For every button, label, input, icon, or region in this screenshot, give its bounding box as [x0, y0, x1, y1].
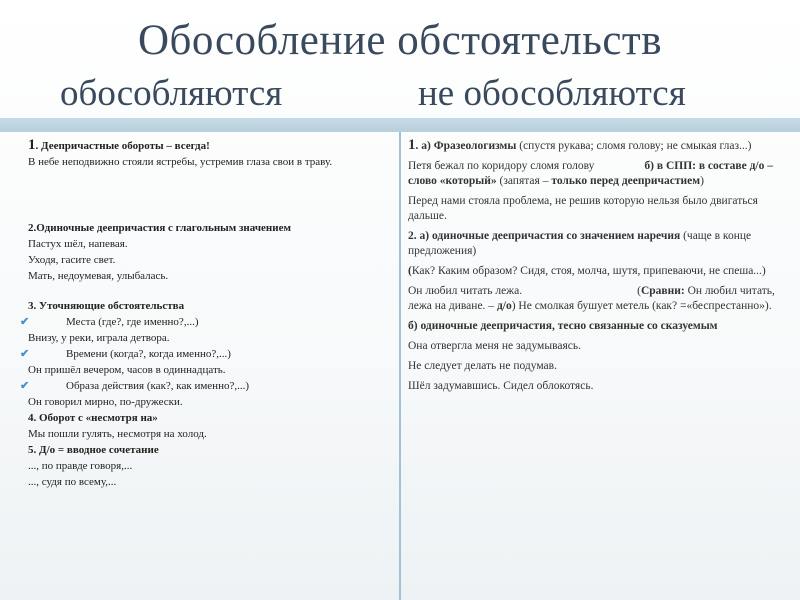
section-3-example-2: Он пришёл вечером, часов в одиннадцать. — [28, 364, 226, 376]
checkmark-icon: ✔ — [20, 348, 30, 360]
header-band — [0, 118, 800, 132]
r-section-2-heading: 2. а) одиночные деепричастия со значением наречия (чаще в конце предложения) — [408, 230, 752, 257]
checkmark-icon: ✔ — [20, 380, 30, 392]
section-1-example: В небе неподвижно стояли ястребы, устремив глаза свои в траву. — [28, 156, 333, 168]
r-section-1-heading: 1. а) Фразеологизмы (спустя рукава; сломя голову; не смыкая глаз...) — [408, 137, 752, 153]
section-2-example-2: Уходя, гасите свет. — [28, 254, 116, 266]
section-3-heading: 3. Уточняющие обстоятельства — [28, 300, 185, 312]
section-5-heading: 5. Д/о = вводное сочетание — [28, 444, 159, 456]
column-divider — [399, 132, 401, 600]
section-5-example-2: ..., судя по всему,... — [28, 476, 117, 488]
r-section-2-compare: Он любил читать лежа. (Сравни: Он любил читать, лежа на диване. – д/о) Не смолкая бушует метель (как? =«беспрестанно»). — [408, 285, 775, 312]
right-column-heading: не обособляются — [418, 73, 686, 114]
section-4-heading: 4. Оборот с «несмотря на» — [28, 412, 158, 424]
section-3-example-3: Он говорил мирно, по-дружески. — [28, 396, 183, 408]
section-1-heading: 1. Деепричастные обороты – всегда! — [28, 137, 210, 153]
section-3-item-time: ✔ Времени (когда?, когда именно?,...) — [20, 348, 231, 360]
section-2-example-3: Мать, недоумевая, улыбалась. — [28, 270, 169, 282]
section-5-example-1: ..., по правде говоря,... — [28, 460, 133, 472]
left-column-heading: обособляются — [60, 73, 283, 114]
section-3-item-place: ✔ Места (где?, где именно?,...) — [20, 316, 199, 328]
r-section-2b-heading: б) одиночные деепричастия, тесно связанные со сказуемым — [408, 320, 718, 332]
section-2-heading: 2.Одиночные деепричастия с глагольным значением — [28, 222, 291, 234]
r-section-2b-example-2: Не следует делать не подумав. — [408, 360, 557, 372]
section-3-example-1: Внизу, у реки, играла детвора. — [28, 332, 170, 344]
r-section-1-example-2: Перед нами стояла проблема, не решив которую нельзя было двигаться дальше. — [408, 195, 758, 222]
r-section-2-questions: (Как? Каким образом? Сидя, стоя, молча, шутя, припеваючи, не спеша...) — [408, 265, 766, 277]
r-section-1-block: Петя бежал по коридору сломя голову б) в СПП: в составе д/о – слово «который» (запятая – только перед деепричастием) — [408, 160, 774, 187]
section-3-item-manner: ✔ Образа действия (как?, как именно?,...) — [20, 380, 249, 392]
section-4-example: Мы пошли гулять, несмотря на холод. — [28, 428, 207, 440]
r-section-2b-example-1: Она отвергла меня не задумываясь. — [408, 340, 581, 352]
r-section-2b-example-3: Шёл задумавшись. Сидел облокотясь. — [408, 380, 594, 392]
section-2-example-1: Пастух шёл, напевая. — [28, 238, 128, 250]
slide-title: Обособление обстоятельств — [137, 17, 663, 64]
checkmark-icon: ✔ — [20, 316, 30, 328]
left-column — [20, 137, 396, 491]
right-column — [408, 138, 776, 399]
